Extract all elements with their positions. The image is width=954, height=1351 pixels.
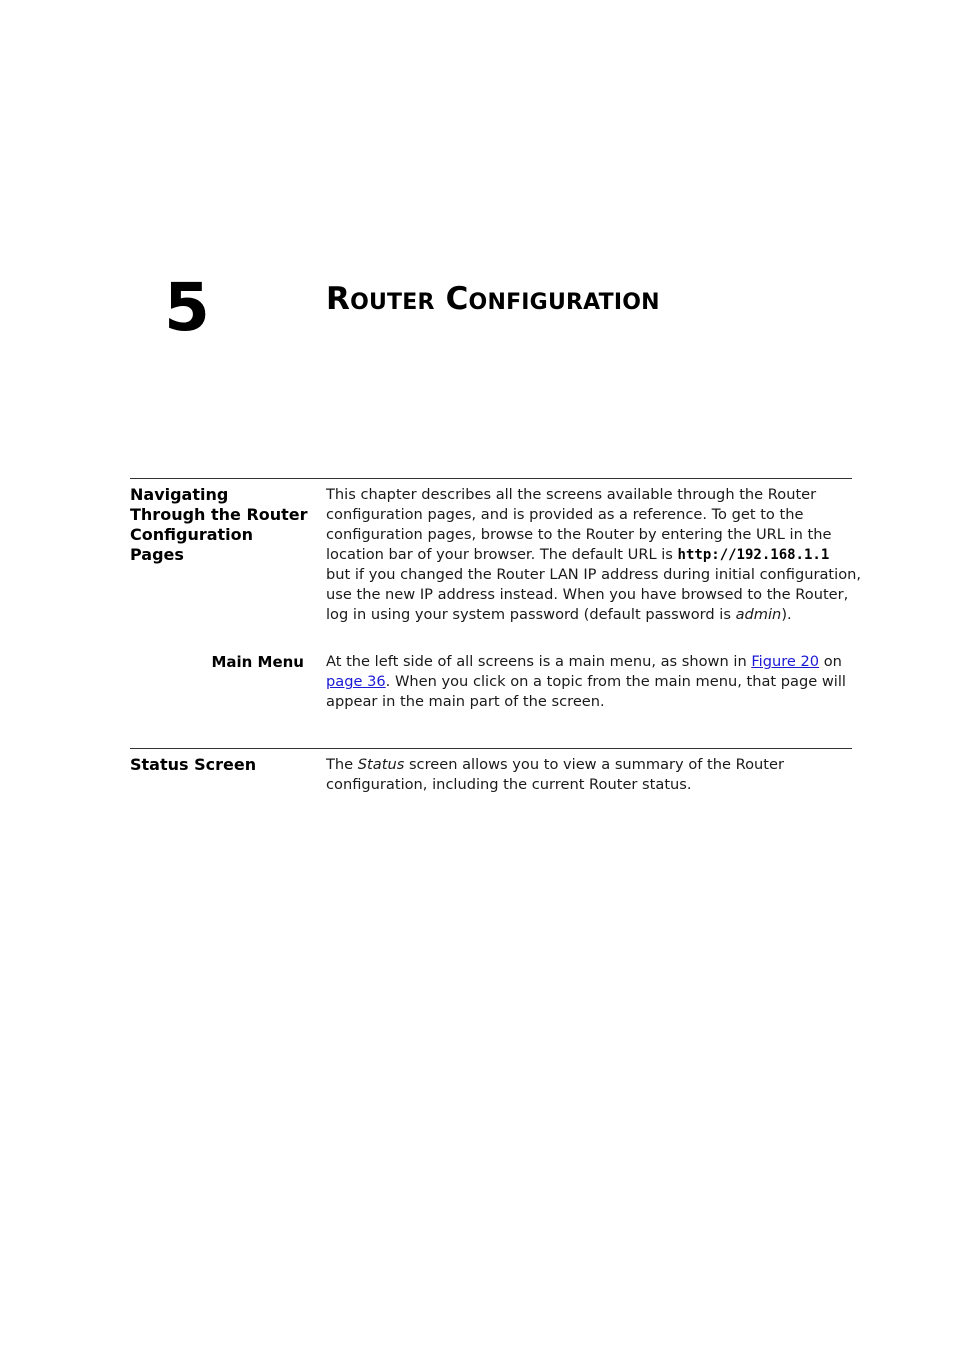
status-screen-paragraph [326,755,856,795]
status-term: Status [357,756,405,773]
text-line: appear in the main part of the screen. [326,693,605,710]
section-divider-top [130,478,852,479]
text-line: use the new IP address instead. When you have browsed to the Router, [326,586,849,603]
heading-line: Configuration [130,525,254,544]
subsection-heading-main-menu: Main Menu [211,653,304,671]
text-fragment: . When you click on a topic from the main menu, that page will [385,673,846,690]
text-line [326,672,856,692]
text-fragment: location bar of your browser. The default URL is [326,546,678,563]
chapter-title: Router Configuration [326,281,660,317]
chapter-number: 5 [164,269,210,346]
heading-line: Pages [130,545,184,564]
text-fragment: on [819,653,842,670]
text-line [326,652,856,672]
text-line [326,755,856,775]
section-divider-status [130,748,852,749]
default-url: http://192.168.1.1 [677,547,830,563]
default-password: admin [735,606,782,623]
text-line [326,605,856,625]
text-fragment: At the left side of all screens is a main menu, as shown in [326,653,752,670]
text-fragment: ). [781,606,792,623]
navigating-paragraph [326,485,862,625]
text-line: configuration pages, browse to the Router by entering the URL in the [326,526,832,543]
text-line: but if you changed the Router LAN IP address during initial configuration, [326,566,862,583]
page-36-link[interactable]: page 36 [326,673,386,690]
text-fragment: log in using your system password (default password is [326,606,736,623]
heading-line: Through the Router [130,505,308,524]
text-line: This chapter describes all the screens available through the Router [326,486,817,503]
heading-line: Status Screen [130,755,257,774]
text-line [326,545,856,565]
text-line: configuration, including the current Router status. [326,776,692,793]
section-heading-status-screen [130,755,310,775]
text-fragment: The [326,756,358,773]
heading-line: Navigating [130,485,229,504]
main-menu-paragraph [326,652,856,712]
figure-20-link[interactable]: Figure 20 [751,653,820,670]
section-heading-navigating [130,485,310,565]
text-line: configuration pages, and is provided as a reference. To get to the [326,506,804,523]
text-fragment: screen allows you to view a summary of the Router [404,756,784,773]
